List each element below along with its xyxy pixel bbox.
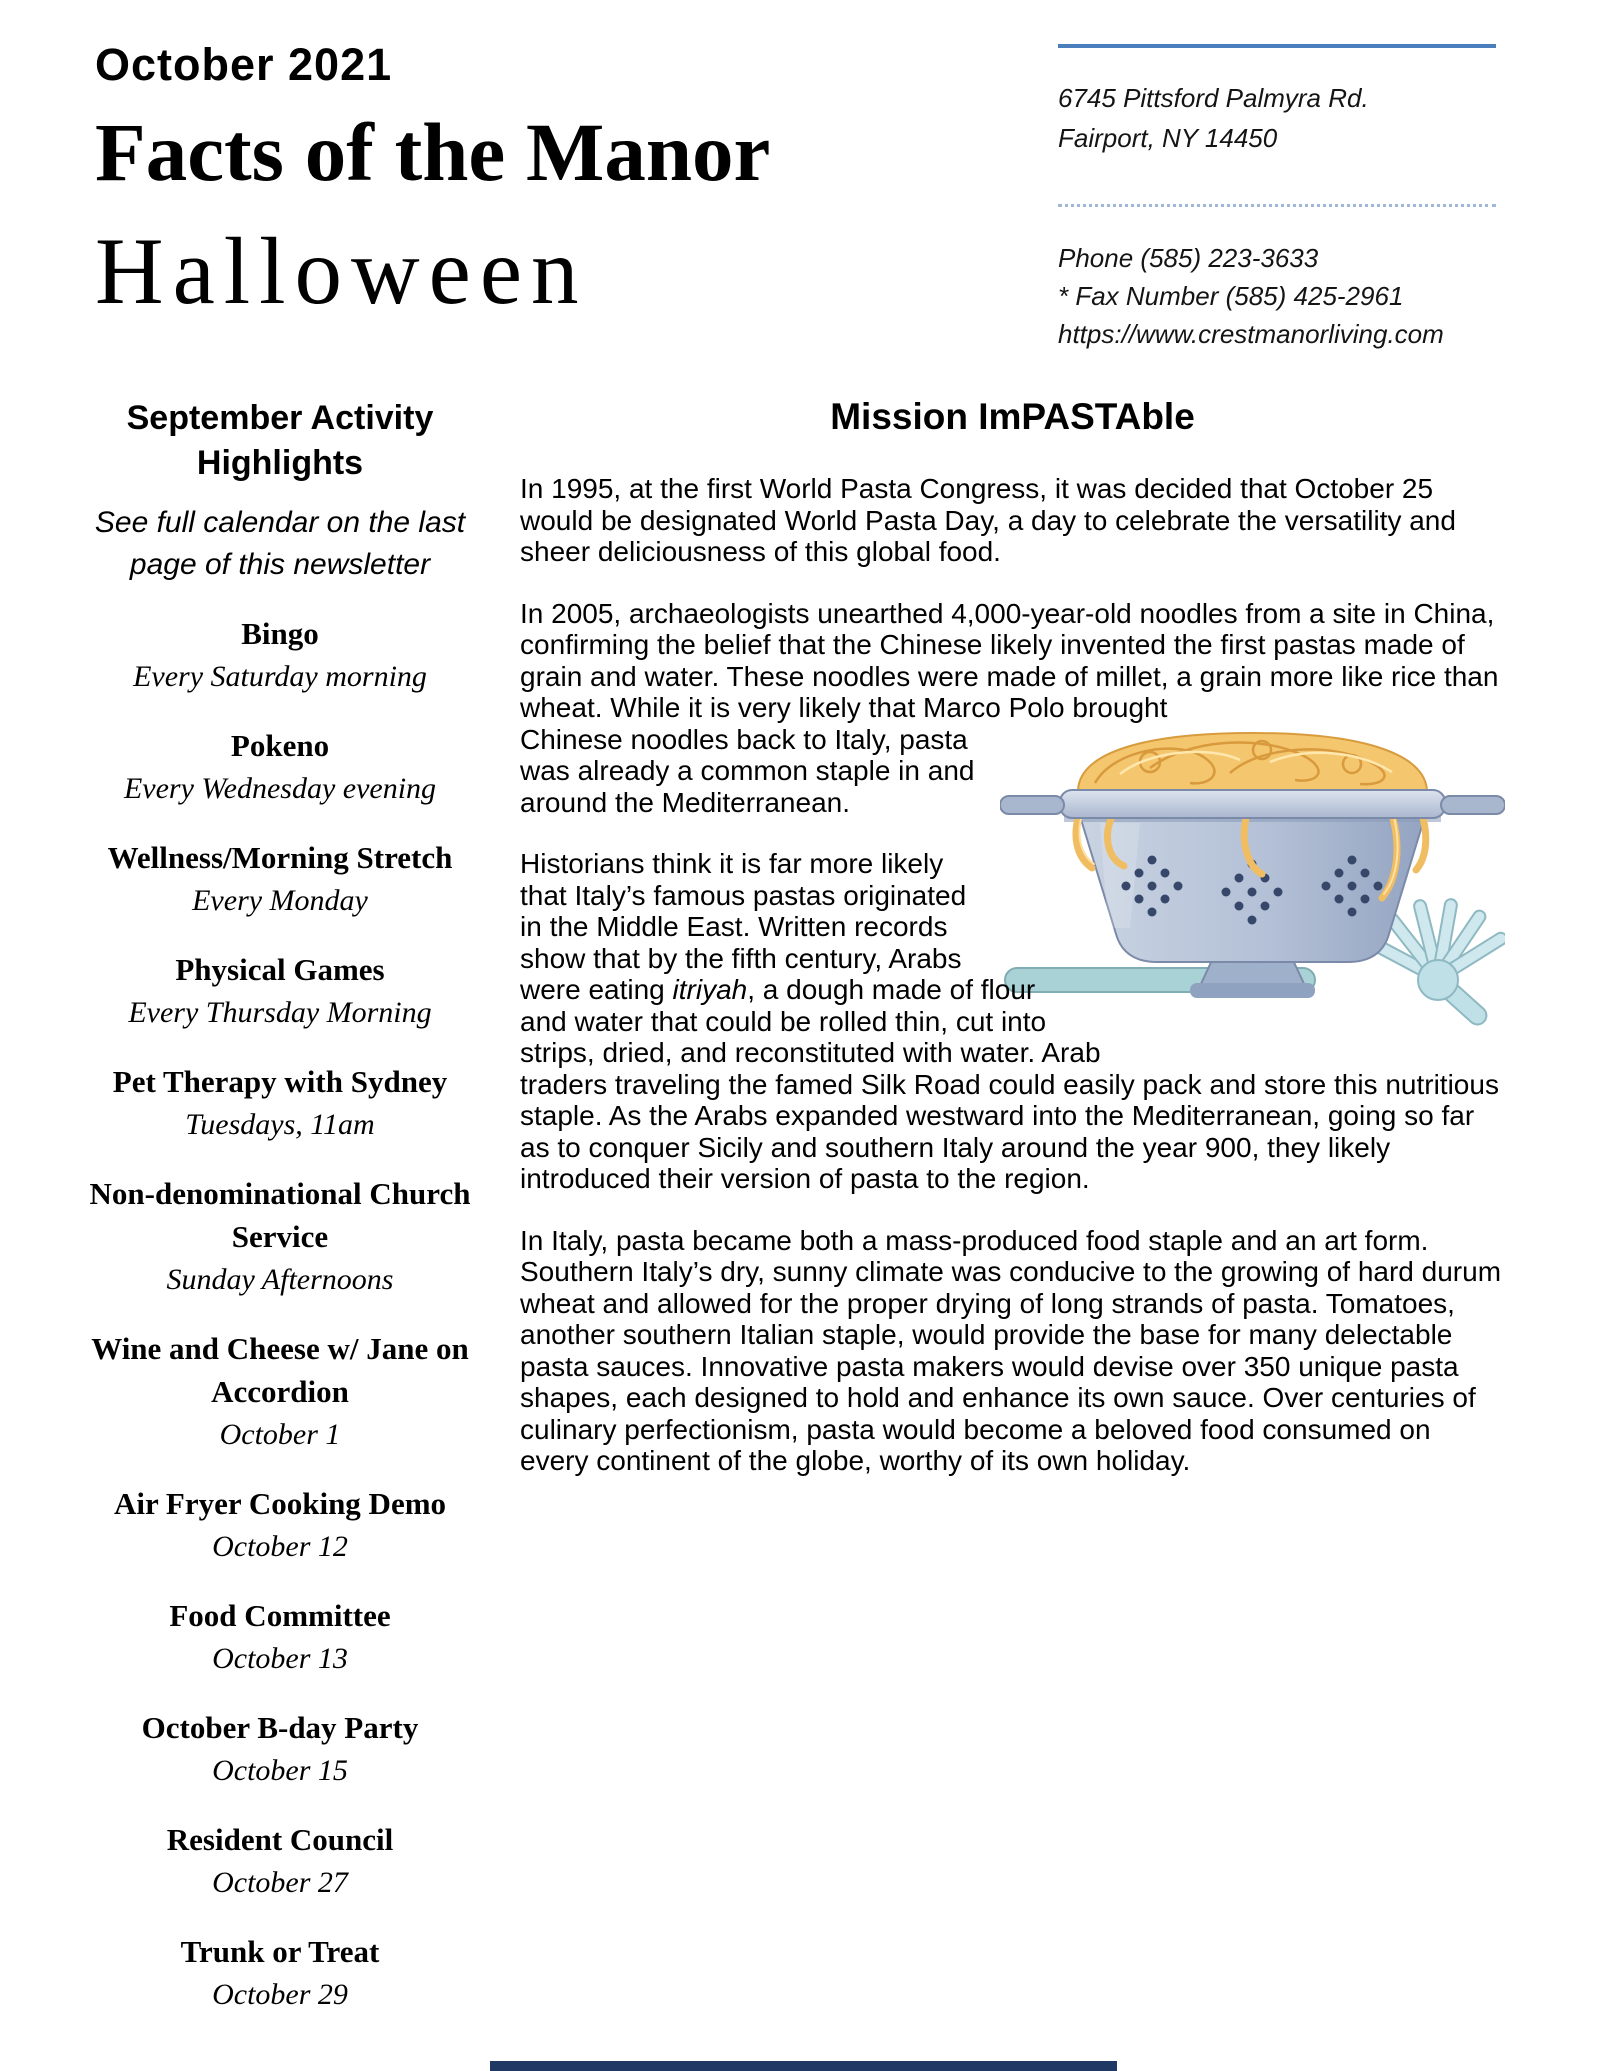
contact-block [1058, 44, 1496, 353]
article-paragraph: In 1995, at the first World Pasta Congress, it was decided that October 25 would be designated World Pasta Day, a day to celebrate the versatility and sheer deliciousness of this global food. [520, 473, 1456, 567]
page-footer-bar [490, 2061, 1117, 2071]
website-link[interactable]: https://www.crestmanorliving.com [1058, 319, 1444, 349]
activity-name: Physical Games [175, 952, 385, 987]
masthead [95, 39, 771, 324]
activity-name: Bingo [241, 616, 319, 651]
activity-when: Every Monday [192, 884, 368, 917]
activity-name: Wellness/Morning Stretch [107, 840, 453, 875]
activity-when: Every Saturday morning [133, 660, 427, 693]
list-item [83, 1594, 477, 1680]
top-rule [1058, 44, 1496, 48]
list-item [83, 1930, 477, 2016]
list-item [83, 1482, 477, 1568]
list-item [83, 1706, 477, 1792]
activity-when: October 12 [212, 1530, 348, 1563]
list-item [83, 948, 477, 1034]
newsletter-title: Facts of the Manor [95, 106, 771, 198]
activity-name: Wine and Cheese w/ Jane on Accordion [91, 1331, 469, 1409]
calendar-note: See full calendar on the last page of this newsletter [94, 506, 466, 581]
italic-term: itriyah [672, 974, 748, 1005]
colander-with-spaghetti-icon [1000, 728, 1505, 1036]
paragraph-text: Historians think it is far more likely that Italy’s famous pastas originated in the Middle East. Written records show that by the fifth century, Arabs were eating [520, 848, 967, 1005]
activity-when: October 27 [212, 1866, 348, 1899]
activity-when: October 29 [212, 1978, 348, 2011]
activity-when: October 1 [219, 1418, 341, 1451]
highlights-title: September Activity Highlights [126, 399, 434, 482]
list-item [83, 1060, 477, 1146]
address-line-2: Fairport, NY 14450 [1058, 123, 1278, 153]
issue-date: October 2021 [95, 39, 393, 90]
halloween-banner: Halloween [95, 218, 588, 324]
fax-number: * Fax Number (585) 425-2961 [1058, 281, 1404, 311]
activity-when: October 13 [212, 1642, 348, 1675]
list-item [83, 1172, 477, 1301]
list-item [83, 1818, 477, 1904]
activity-name: Pokeno [230, 728, 330, 763]
activity-when: Sunday Afternoons [166, 1263, 394, 1296]
activity-when: October 15 [212, 1754, 348, 1787]
list-item [83, 1327, 477, 1456]
address-line-1: 6745 Pittsford Palmyra Rd. [1058, 83, 1369, 113]
activity-name: Resident Council [166, 1822, 394, 1857]
activity-name: Food Committee [169, 1598, 391, 1633]
activity-name: Trunk or Treat [180, 1934, 380, 1969]
address [1058, 78, 1496, 158]
activity-highlights-column [83, 396, 477, 2016]
activity-when: Every Thursday Morning [128, 996, 432, 1029]
phone-block [1058, 239, 1496, 353]
phone-number: Phone (585) 223-3633 [1058, 243, 1319, 273]
activities-list [83, 612, 477, 2016]
pasta-colander-image [1000, 728, 1505, 1036]
article-paragraph: Chinese noodles back to Italy, pasta was already a common staple in and around the Mediterranean. [520, 723, 975, 818]
paragraph-text: , a dough made of flour and water that could be rolled thin, cut into strips, dried, and reconstituted with water. Arab traders traveling the famed Silk Road could easily pack and store this nutritious staple. As the Arabs expanded westward into the Mediterranean, going so far as to conquer Sicily and southern Italy around the year 900, they likely introduced their version of pasta to the region. [520, 974, 1499, 1194]
article-paragraph: In Italy, pasta became both a mass-produced food staple and an art form. Southern Italy’s dry, sunny climate was conducive to the growing of hard durum wheat and allowed for the proper drying of long strands of pasta. Tomatoes, another southern Italian staple, would provide the base for many delectable pasta sauces. Innovative pasta makers would devise over 350 unique pasta shapes, each designed to hold and enhance its own sauce. Over centuries of culinary perfectionism, pasta would become a beloved food consumed on every continent of the globe, worthy of its own holiday. [520, 1224, 1502, 1476]
article-title: Mission ImPASTAble [830, 396, 1195, 437]
activity-name: Air Fryer Cooking Demo [113, 1486, 447, 1521]
list-item [83, 724, 477, 810]
activity-when: Tuesdays, 11am [185, 1108, 375, 1141]
list-item [83, 612, 477, 698]
activity-when: Every Wednesday evening [123, 772, 437, 805]
wrap-zone [520, 724, 1505, 1195]
activity-name: Non-denominational Church Service [89, 1176, 471, 1254]
article-mission-impastable [520, 398, 1505, 1507]
article-paragraph: In 2005, archaeologists unearthed 4,000-year-old noodles from a site in China, confirming the belief that the Chinese likely invented the first pastas made of grain and water. These noodles were made of millet, a grain more like rice than wheat. While it is very likely that Marco Polo brought [520, 597, 1499, 723]
activity-name: October B-day Party [141, 1710, 419, 1745]
list-item [83, 836, 477, 922]
dotted-divider [1058, 204, 1496, 207]
activity-name: Pet Therapy with Sydney [112, 1064, 448, 1099]
